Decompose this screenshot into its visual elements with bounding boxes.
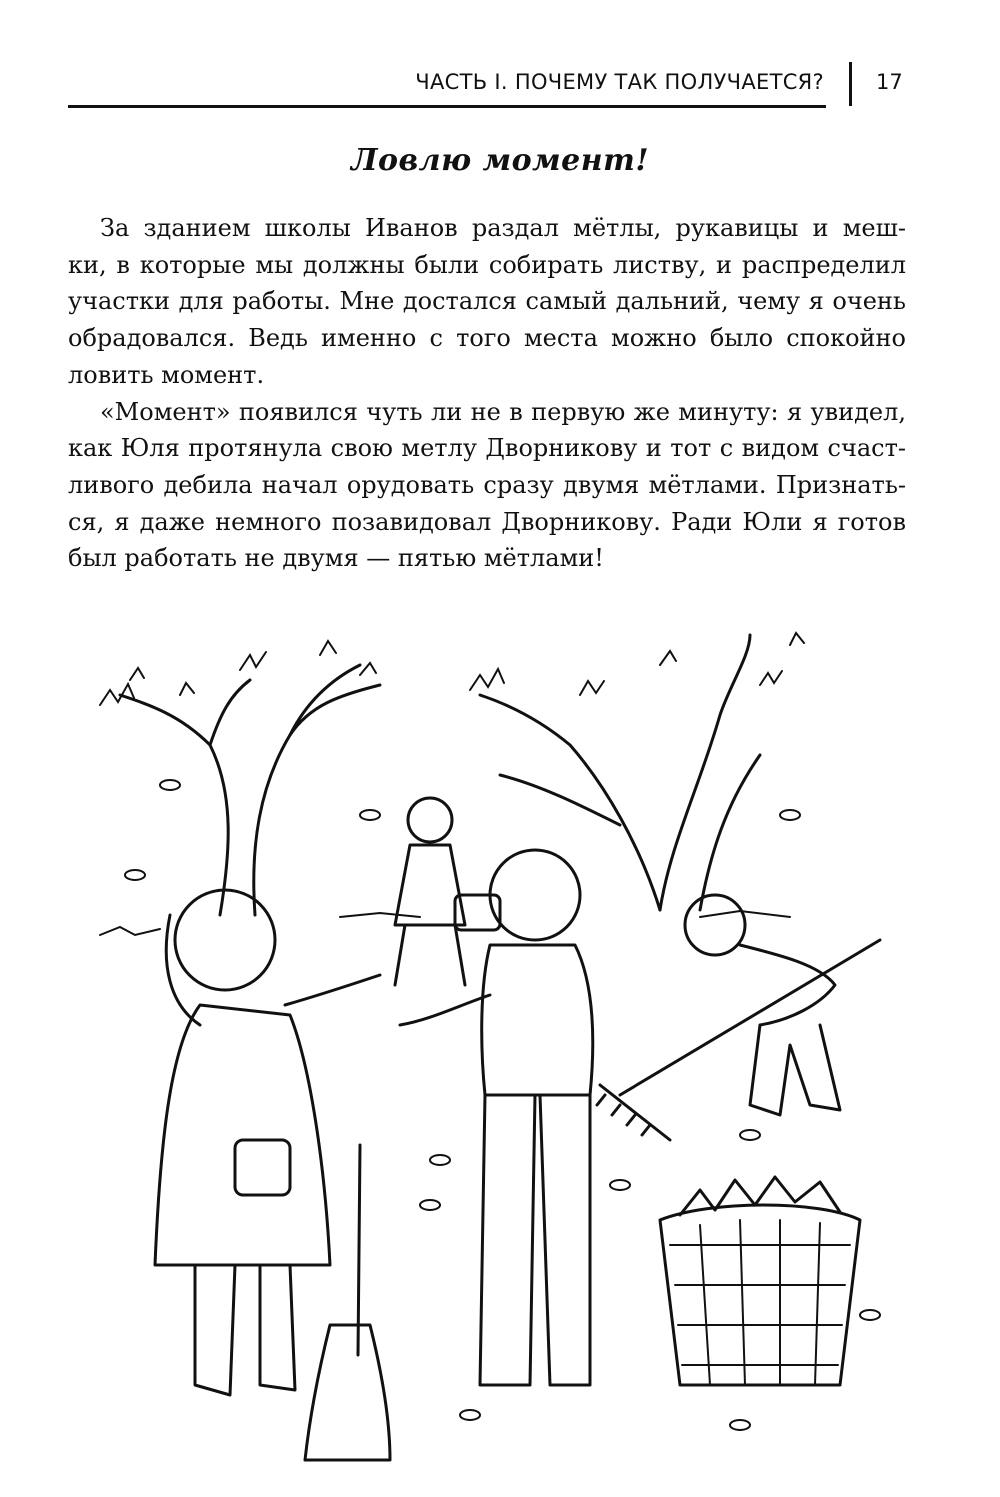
- text-line: ловить момент.: [68, 360, 265, 389]
- boy-with-rake: [597, 895, 880, 1140]
- paragraph: [68, 210, 906, 394]
- background-girl: [395, 798, 500, 985]
- text-line: За зданием школы Иванов раздал мётлы, рукавицы и меш-: [100, 214, 906, 242]
- text-line: ливого дебила начал орудовать сразу двумя мётлами. Признать-: [68, 470, 906, 499]
- children-cleaning-leaves-illustration: [60, 625, 900, 1485]
- leaf-basket: [660, 1177, 860, 1385]
- running-head: ЧАСТЬ I. ПОЧЕМУ ТАК ПОЛУЧАЕТСЯ?: [415, 70, 824, 94]
- text-line: как Юля протянула свою метлу Дворникову и тот с видом счаст-: [68, 434, 906, 463]
- page-header: [0, 0, 1000, 120]
- text-line: ки, в которые мы должны были собирать листву, и распределил: [68, 250, 906, 279]
- text-line: «Момент» появился чуть ли не в первую же минуту: я увидел,: [100, 397, 906, 426]
- text-line: обрадовался. Ведь именно с того места можно было спокойно: [68, 324, 906, 353]
- body-text: [68, 210, 906, 577]
- page-number: 17: [876, 70, 903, 94]
- chapter-title: Ловлю момент!: [350, 143, 650, 178]
- text-line: был работать не двумя — пятью мётлами!: [68, 544, 604, 573]
- header-rule: [68, 105, 826, 108]
- header-separator: [849, 62, 852, 106]
- text-line: участки для работы. Мне достался самый дальний, чему я очень: [68, 287, 906, 316]
- illustration-drawing: [60, 625, 900, 1485]
- text-line: ся, я даже немного позавидовал Дворникову. Ради Юли я готов: [68, 507, 906, 536]
- paragraph: [68, 394, 906, 578]
- right-tree: [470, 633, 804, 910]
- left-tree: [100, 641, 380, 915]
- girl-holding-broom: [155, 890, 390, 1460]
- scattered-leaves: [125, 780, 880, 1430]
